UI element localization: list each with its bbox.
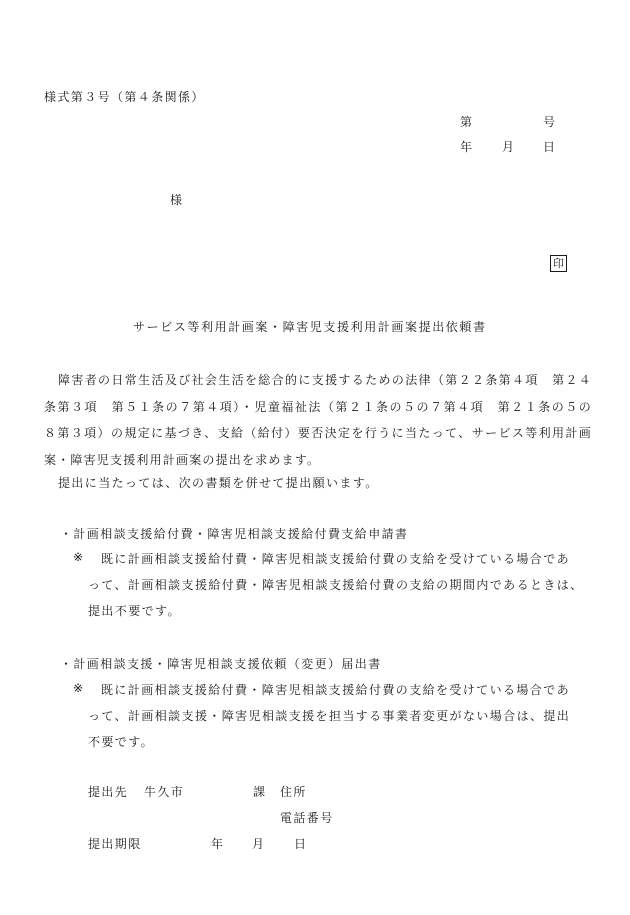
document-title: サービス等利用計画案・障害児支援利用計画案提出依頼書	[133, 320, 487, 334]
phone-label: 電話番号	[280, 811, 334, 825]
doc-number-prefix: 第	[460, 115, 474, 129]
deadline-year: 年	[211, 837, 225, 851]
date-year: 年	[460, 140, 474, 154]
item-2-note-line-3: 不要です。	[88, 735, 155, 749]
address-label: 住所	[280, 785, 307, 799]
item-1-bullet: ・計画相談支援給付費・障害児相談支援給付費支給申請書	[60, 527, 409, 541]
submit-section: 課	[253, 785, 267, 799]
addressee-suffix: 様	[170, 193, 184, 207]
seal-mark: 印	[550, 255, 567, 272]
item-1-note-line-2: って、計画相談支援給付費・障害児相談支援給付費の支給の期間内であるときは、	[88, 578, 584, 592]
item-1-note-mark: ※	[73, 550, 85, 564]
item-2-bullet: ・計画相談支援・障害児相談支援依頼（変更）届出書	[60, 657, 382, 671]
submit-city: 牛久市	[144, 785, 185, 799]
item-1-note-line-1: 既に計画相談支援給付費・障害児相談支援給付費の支給を受けている場合であ	[101, 552, 571, 566]
deadline-label: 提出期限	[88, 837, 142, 851]
doc-number-suffix: 号	[543, 115, 557, 129]
item-1-note-line-3: 提出不要です。	[88, 604, 181, 618]
date-month: 月	[502, 140, 516, 154]
item-2-note-line-1: 既に計画相談支援給付費・障害児相談支援給付費の支給を受けている場合であ	[101, 683, 571, 697]
form-number: 様式第３号（第４条関係）	[44, 90, 205, 104]
body-paragraph-1: 障害者の日常生活及び社会生活を総合的に支援するための法律（第２２条第４項 第２４条第３項 第５１条の７第４項）・児童福祉法（第２１条の５の７第４項 第２１条の５の８第３項）の規定に基づき、支給（給付）要否決定を行うに当たって、サービス等利用計画案・障害児支援利用計画案の提出を求めます。	[44, 373, 592, 467]
body-paragraph-2: 提出に当たっては、次の書類を併せて提出願います。	[58, 476, 379, 490]
item-2-note-mark: ※	[73, 681, 85, 695]
deadline-day: 日	[294, 837, 308, 851]
submit-to-label: 提出先	[88, 785, 129, 799]
item-2-note-line-2: って、計画相談支援・障害児相談支援を担当する事業者変更がない場合は、提出	[88, 709, 571, 723]
deadline-month: 月	[252, 837, 266, 851]
date-day: 日	[543, 140, 557, 154]
